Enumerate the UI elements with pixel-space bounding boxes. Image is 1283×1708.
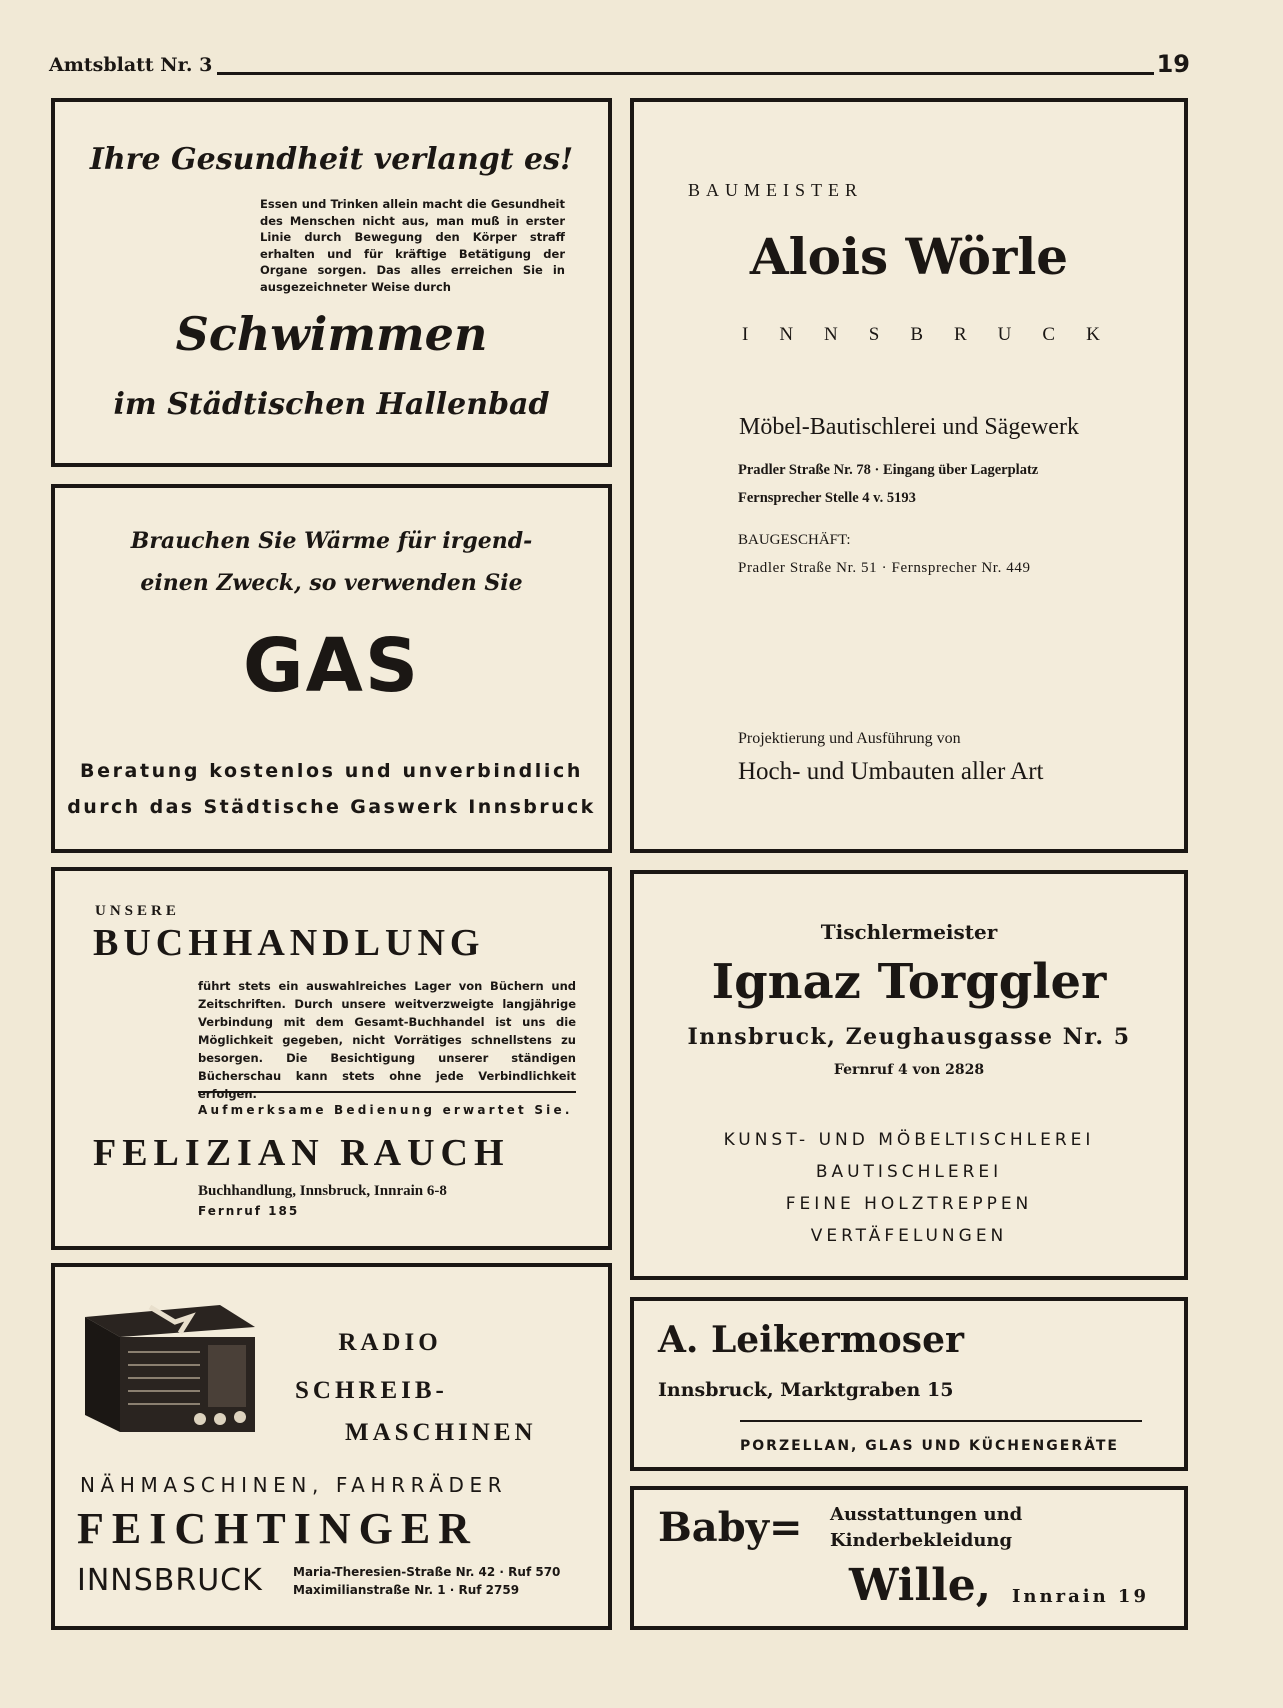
ad-service: KUNST- UND MÖBELTISCHLEREI <box>723 1130 1095 1150</box>
radio-illustration <box>80 1297 260 1437</box>
ad-line2: SCHREIB- <box>295 1377 448 1404</box>
ad-city: INNSBRUCK <box>77 1563 263 1598</box>
ad-address1: Maria-Theresien-Straße Nr. 42 · Ruf 570 <box>293 1565 561 1579</box>
ad-title: Schwimmen <box>175 307 488 361</box>
ad-trade: Möbel-Bautischlerei und Sägewerk <box>739 414 1079 440</box>
ad-divider <box>198 1091 576 1093</box>
ad-torggler <box>630 870 1188 1280</box>
ad-address: Innrain 19 <box>1012 1586 1149 1607</box>
ad-project1: Projektierung und Ausführung von <box>738 730 961 747</box>
ad-subtitle: im Städtischen Hallenbad <box>113 387 550 422</box>
header-rule <box>217 72 1154 75</box>
ad-baby: Baby= <box>658 1504 803 1551</box>
ad-divider <box>740 1420 1142 1422</box>
ad-kicker: UNSERE <box>95 903 180 919</box>
ad-leikermoser <box>630 1297 1188 1471</box>
ad-products: NÄHMASCHINEN, FAHRRÄDER <box>80 1473 508 1497</box>
ad-address: Innsbruck, Marktgraben 15 <box>658 1379 954 1401</box>
ad-service: VERTÄFELUNGEN <box>810 1226 1008 1246</box>
ad-name: FEICHTINGER <box>77 1504 478 1553</box>
ad-name: Wille, <box>849 1560 992 1611</box>
ad-line1: Brauchen Sie Wärme für irgend- <box>130 528 533 554</box>
ad-name: Alois Wörle <box>749 227 1069 286</box>
ad-section: BAUGESCHÄFT: <box>738 532 851 548</box>
ad-address2: Pradler Straße Nr. 51 · Fernsprecher Nr. 449 <box>738 560 1031 576</box>
ad-line2: einen Zweck, so verwenden Sie <box>140 570 523 596</box>
ad-service: BAUTISCHLEREI <box>815 1162 1003 1182</box>
page-number: 19 <box>1156 50 1190 78</box>
page-header <box>49 50 1190 80</box>
ad-footer2: durch das Städtische Gaswerk Innsbruck <box>67 796 596 818</box>
ad-swimming <box>51 98 612 467</box>
publication-title: Amtsblatt Nr. 3 <box>49 54 213 76</box>
ad-goods: PORZELLAN, GLAS UND KÜCHENGERÄTE <box>740 1438 1119 1454</box>
ad-name: FELIZIAN RAUCH <box>93 1132 510 1174</box>
ad-feichtinger <box>51 1263 612 1630</box>
ad-title: GAS <box>242 623 421 709</box>
ad-gas <box>51 484 612 853</box>
ad-kicker: Tischlermeister <box>820 920 998 944</box>
ad-line1: RADIO <box>338 1329 442 1356</box>
ad-kicker: BAUMEISTER <box>688 180 864 200</box>
ad-address1: Pradler Straße Nr. 78 · Eingang über Lagerplatz <box>738 462 1039 478</box>
ad-title: BUCHHANDLUNG <box>93 922 485 964</box>
ad-body: führt stets ein auswahlreiches Lager von Büchern und Zeitschriften. Durch unsere weitverzweigte langjährige Verbindung mit dem Gesamt-Buchhandel ist uns die Möglichkeit gegeben, nicht Vorrätiges schnellstens zu besorgen. Die Besichtigung unserer ständigen Bücherschau kann stets ohne jede Verbindlichkeit erfolgen. <box>198 979 576 1101</box>
ad-line3: MASCHINEN <box>345 1419 537 1446</box>
ad-phone1: Fernsprecher Stelle 4 v. 5193 <box>738 490 916 506</box>
ad-phone: Fernruf 185 <box>198 1204 300 1218</box>
ad-line1: Ausstattungen und <box>830 1504 1023 1525</box>
ad-woerle <box>630 98 1188 853</box>
ad-headline: Ihre Gesundheit verlangt es! <box>89 142 574 177</box>
ad-rauch <box>51 867 612 1250</box>
ad-project2: Hoch- und Umbauten aller Art <box>738 758 1044 785</box>
ad-wille <box>630 1486 1188 1630</box>
ad-address: Buchhandlung, Innsbruck, Innrain 6-8 <box>198 1183 447 1199</box>
ad-name: Ignaz Torggler <box>711 954 1107 1010</box>
ad-body: Essen und Trinken allein macht die Gesundheit des Menschen nicht aus, man muß in erster Linie durch Bewegung den Körper straff erhalten und für kräftige Betätigung der Organe sorgen. Das alles erreichen Sie in ausgezeichneter Weise durch <box>260 197 565 294</box>
ad-phone: Fernruf 4 von 2828 <box>833 1062 985 1078</box>
ad-footer1: Beratung kostenlos und unverbindlich <box>80 760 583 782</box>
ad-name: A. Leikermoser <box>658 1319 964 1361</box>
ad-line2: Kinderbekleidung <box>830 1530 1013 1551</box>
ad-city: INNSBRUCK <box>742 324 1131 345</box>
ad-tagline: Aufmerksame Bedienung erwartet Sie. <box>198 1103 573 1117</box>
ad-address: Innsbruck, Zeughausgasse Nr. 5 <box>687 1024 1131 1050</box>
ad-address2: Maximilianstraße Nr. 1 · Ruf 2759 <box>293 1583 520 1597</box>
ad-service: FEINE HOLZTREPPEN <box>785 1194 1033 1214</box>
